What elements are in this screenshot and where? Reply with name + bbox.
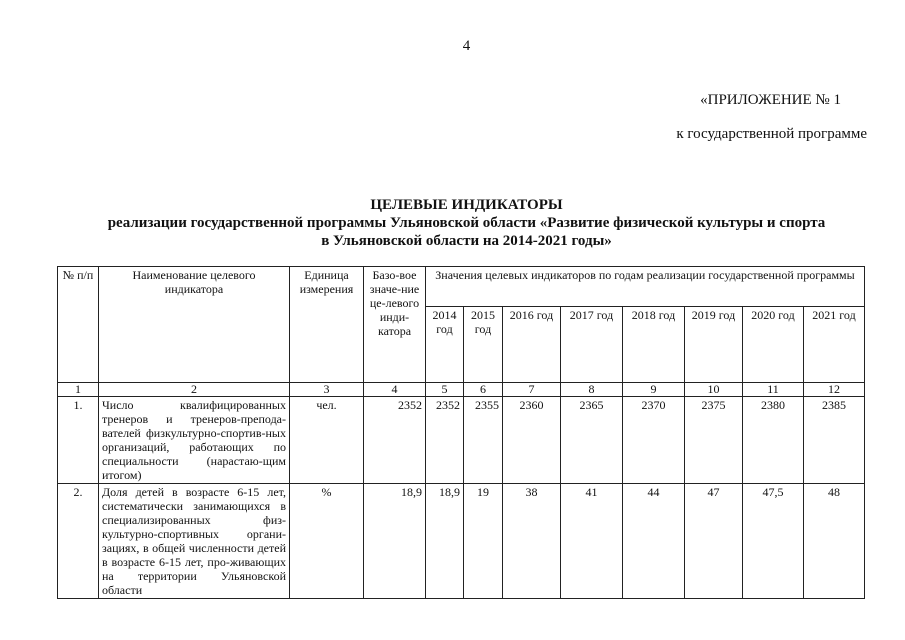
- header-unit: Единица измерения: [290, 267, 364, 383]
- page-number: 4: [462, 38, 471, 54]
- header-year: 2014 год: [426, 307, 464, 383]
- row-unit: %: [290, 484, 364, 599]
- row-value: 44: [623, 484, 685, 599]
- appendix-title: «ПРИЛОЖЕНИЕ № 1: [700, 92, 841, 108]
- header-num: № п/п: [58, 267, 99, 383]
- document-heading: [0, 196, 905, 250]
- column-numbers-row: [58, 383, 865, 397]
- appendix-subtitle: к государственной программе: [676, 126, 867, 142]
- header-year: 2015 год: [464, 307, 503, 383]
- row-value: 47: [685, 484, 743, 599]
- row-value: 2385: [804, 397, 865, 484]
- row-num: 1.: [58, 397, 99, 484]
- row-value: 18,9: [426, 484, 464, 599]
- row-num: 2.: [58, 484, 99, 599]
- row-value: 2352: [426, 397, 464, 484]
- column-number: 2: [99, 383, 290, 397]
- column-number: 9: [623, 383, 685, 397]
- column-number: 12: [804, 383, 865, 397]
- row-value: 48: [804, 484, 865, 599]
- header-base: Базо-вое значе-ние це-левого инди-катора: [364, 267, 426, 383]
- column-number: 10: [685, 383, 743, 397]
- row-name: Доля детей в возрасте 6-15 лет, систематически занимающихся в специализированных физ-культурно-спортивных органи-зациях, в общей численности детей в возрасте 6-15 лет, про-живающих на территории Ульяновской области: [99, 484, 290, 599]
- table-row: [58, 397, 865, 484]
- column-number: 3: [290, 383, 364, 397]
- row-value: 41: [561, 484, 623, 599]
- header-year: 2017 год: [561, 307, 623, 383]
- row-value: 2355: [464, 397, 503, 484]
- heading-line-3: в Ульяновской области на 2014-2021 годы»: [321, 233, 612, 249]
- row-value: 2365: [561, 397, 623, 484]
- table-row: [58, 484, 865, 599]
- heading-line-2: реализации государственной программы Ульяновской области «Развитие физической культуры и спорта: [107, 215, 826, 231]
- column-number: 11: [743, 383, 804, 397]
- header-year: 2016 год: [503, 307, 561, 383]
- header-year: 2018 год: [623, 307, 685, 383]
- column-number: 8: [561, 383, 623, 397]
- row-base: 2352: [364, 397, 426, 484]
- header-group: Значения целевых индикаторов по годам реализации государственной программы: [426, 267, 865, 307]
- heading-line-1: ЦЕЛЕВЫЕ ИНДИКАТОРЫ: [370, 197, 563, 213]
- header-year: 2020 год: [743, 307, 804, 383]
- header-year: 2021 год: [804, 307, 865, 383]
- row-value: 19: [464, 484, 503, 599]
- column-number: 7: [503, 383, 561, 397]
- row-value: 2380: [743, 397, 804, 484]
- column-number: 5: [426, 383, 464, 397]
- row-unit: чел.: [290, 397, 364, 484]
- indicators-table: [57, 266, 865, 599]
- row-value: 2360: [503, 397, 561, 484]
- header-name: Наименование целевого индикатора: [99, 267, 290, 383]
- row-value: 2370: [623, 397, 685, 484]
- row-name: Число квалифицированных тренеров и тренеров-препода-вателей физкультурно-спортив-ных организаций, работающих по специальности (нарастаю-щим итогом): [99, 397, 290, 484]
- header-year: 2019 год: [685, 307, 743, 383]
- row-value: 2375: [685, 397, 743, 484]
- column-number: 6: [464, 383, 503, 397]
- row-value: 38: [503, 484, 561, 599]
- column-number: 1: [58, 383, 99, 397]
- column-number: 4: [364, 383, 426, 397]
- row-base: 18,9: [364, 484, 426, 599]
- row-value: 47,5: [743, 484, 804, 599]
